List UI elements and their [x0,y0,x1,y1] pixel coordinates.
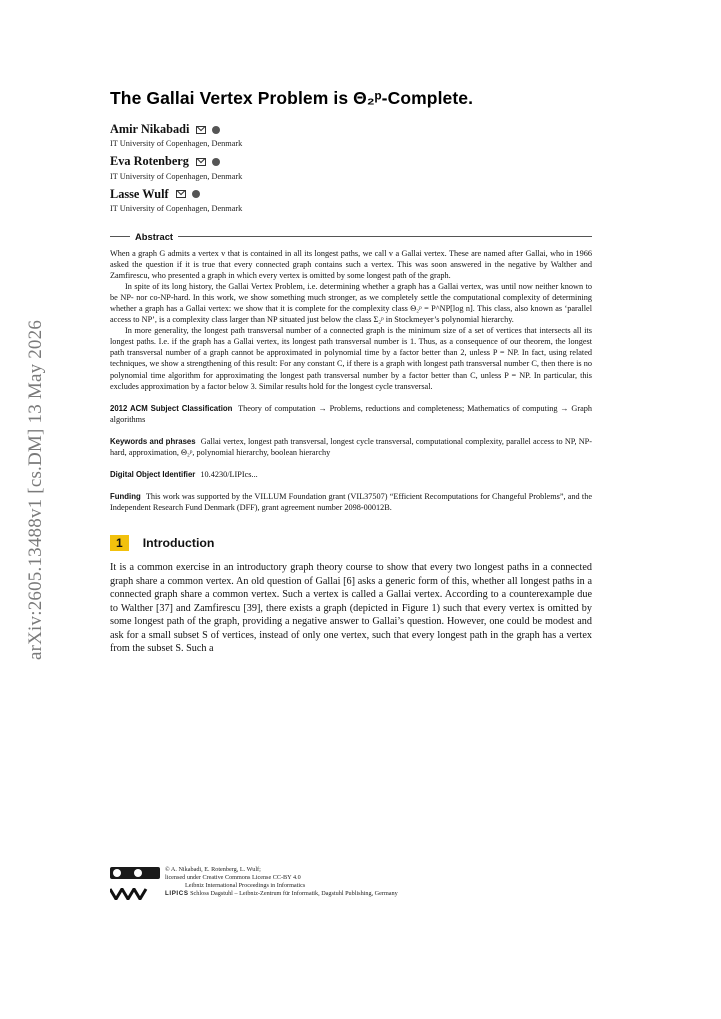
email-icon[interactable] [176,190,186,198]
cc-by-icon[interactable] [110,867,160,879]
orcid-icon[interactable] [192,190,200,198]
abstract-paragraph: In spite of its long history, the Gallai Vertex Problem, i.e. determining whether a graph has a Gallai vertex, was until now neither known to be NP- nor co-NP-hard. In this work, we show something much stronger, as we completely settle the computational complexity of determining whether a graph has a Gallai vertex: we show that it is complete for the complexity class Θ₂ᵖ = P^NP[log n]. This class, also known as ‘parallel access to NP’, is a complexity class larger than NP situated just below the class Σ₂ᵖ in Stockmeyer’s polynomial hierarchy. [110,282,592,325]
acm-label: 2012 ACM Subject Classification [110,403,233,413]
abstract-paragraph: In more generality, the longest path transversal number of a connected graph is the minimum size of a set of vertices that intersects all its longest paths. I.e. if the graph has a Gallai vertex, its longest path transversal number is 1. Thus, as a consequence of our theorem, the longest path transversal number of a graph cannot be approximated in polynomial time by a factor better than 2, unless P = NP. In fact, using related techniques, we show a strengthening of this result: For any constant C, if there is a graph with longest path transversal number C, then there is no polynomial time algorithm for approximating the longest path transversal number by a factor better than C, unless P = NP. In particular, this excludes approximation by a factor below 3. Similar results hold for the longest cycle transversal. [110,326,592,391]
funding [110,491,592,513]
abstract-heading-text: Abstract [135,230,174,242]
doi-label: Digital Object Identifier [110,469,196,479]
section-body: It is a common exercise in an introductory graph theory course to show that every two longest paths in a connected graph share a common vertex. An old question of Gallai [6] asks a generic form of this, whether all longest paths in a connected graph share a common vertex. Such a vertex is called a Gallai vertex. According to a counterexample due to Walther [37] and Zamfirescu [39], there exists a graph (depicted in Figure 1) such that every vertex is omitted by some longest path of the graph, providing a negative answer to Gallai’s question. However, one could be modest and ask for a small subset S of vertices, instead of only one vertex, such that every longest path in the graph has a vertex from the subset S. Such a [110,561,592,655]
abstract-heading [110,231,592,242]
abstract-paragraph: When a graph G admits a vertex v that is contained in all its longest paths, we call v a Gallai vertex. These are named after Gallai, who in 1966 asked the question if it is true that every connected graph contains such a vertex. This was soon answered in the negative by Walther and Zamfirescu, who presented a graph in which every vertex is omitted by some longest path of the graph. [110,248,592,281]
orcid-icon[interactable] [212,158,220,166]
footer-publisher: Schloss Dagstuhl – Leibniz-Zentrum für Informatik, Dagstuhl Publishing, Germany [190,890,398,897]
author-block [110,185,592,213]
author-name: Lasse Wulf [110,186,169,201]
abstract-body [110,248,592,392]
acm-text: Theory of computation → Problems, reductions and completeness; Mathematics of computing → Graph algorithms [110,403,592,424]
author-block [110,152,592,180]
lipics-wordmark: LIPICS [165,890,189,897]
arxiv-sidebar [16,290,56,690]
doi [110,469,592,480]
email-icon[interactable] [196,126,206,134]
arxiv-stamp: arXiv:2605.13488v1 [cs.DM] 13 May 2026 [25,319,46,661]
footer-license[interactable]: licensed under Creative Commons License CC-BY 4.0 [165,874,301,881]
section-heading [110,535,592,551]
paper-page [110,88,592,656]
footer-proceedings: Leibniz International Proceedings in Informatics [185,882,306,889]
keywords-text: Gallai vertex, longest path transversal, longest cycle transversal, computational complexity, parallel access to NP, NP-hard, approximation, Θ₂ᵖ, polynomial hierarchy, boolean hierarchy [110,436,592,457]
funding-text: This work was supported by the VILLUM Foundation grant (VIL37507) “Efficient Recomputations for Changeful Problems”, and the Independent Research Fund Denmark (DFF), grant agreement number 2098-00012B. [110,491,592,512]
author-list [110,120,592,213]
paper-title: The Gallai Vertex Problem is Θ₂ᵖ-Complete. [110,88,474,108]
lipics-logo-icon [110,888,152,902]
footer-publisher-line [165,890,398,898]
section-title: Introduction [142,535,215,550]
funding-label: Funding [110,491,141,501]
footer-copyright: © A. Nikabadi, E. Rotenberg, L. Wulf; [165,866,261,873]
author-name: Amir Nikabadi [110,122,190,136]
doi-text[interactable]: 10.4230/LIPIcs... [200,469,258,479]
author-block [110,120,592,148]
keywords-label: Keywords and phrases [110,436,196,446]
email-icon[interactable] [196,158,206,166]
orcid-icon[interactable] [212,126,220,134]
section-number: 1 [110,535,129,551]
author-affiliation: IT University of Copenhagen, Denmark [110,139,243,149]
author-affiliation: IT University of Copenhagen, Denmark [110,171,243,181]
acm-classification [110,403,592,425]
keywords [110,436,592,458]
author-name: Eva Rotenberg [110,154,189,169]
author-affiliation: IT University of Copenhagen, Denmark [110,203,243,213]
